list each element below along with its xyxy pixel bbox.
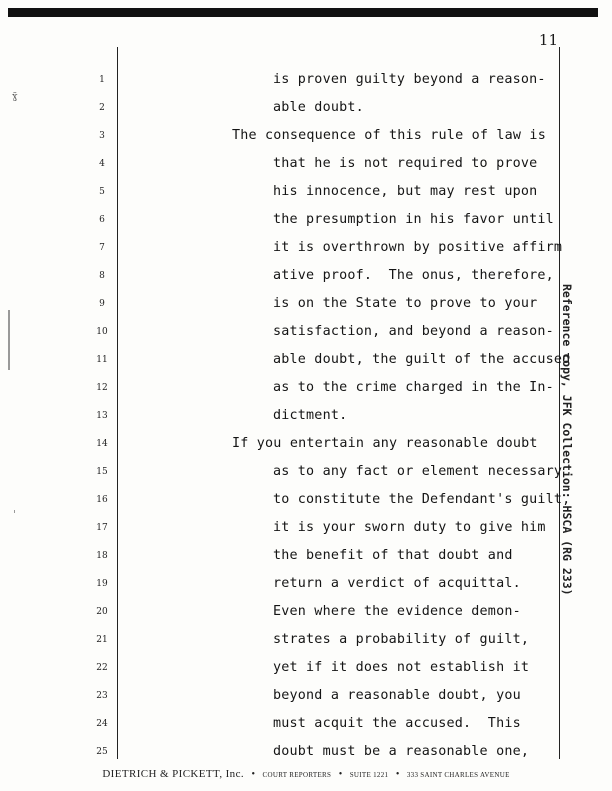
- top-border-bar: [8, 8, 598, 17]
- line-number: 15: [96, 467, 108, 477]
- transcript-line: Even where the evidence demon-: [273, 604, 521, 619]
- transcript-line: is on the State to prove to your: [273, 296, 538, 311]
- transcript-line: as to the crime charged in the In-: [273, 380, 554, 395]
- transcript-line: that he is not required to prove: [273, 156, 538, 171]
- transcript-line: strates a probability of guilt,: [273, 632, 530, 647]
- transcript-line: satisfaction, and beyond a reason-: [273, 324, 554, 339]
- footer-firm: DIETRICH & PICKETT, Inc.: [102, 768, 245, 780]
- line-number: 19: [96, 579, 108, 589]
- line-number: 21: [96, 635, 108, 645]
- line-number: 5: [99, 187, 105, 197]
- footer-reporters: COURT REPORTERS: [262, 771, 332, 779]
- footer-suite: SUITE 1221: [349, 771, 389, 779]
- transcript-line: able doubt, the guilt of the accused: [273, 352, 571, 367]
- transcript-frame: [117, 47, 563, 759]
- line-number: 10: [96, 327, 108, 337]
- line-number: 4: [99, 159, 105, 169]
- transcript-line: the benefit of that doubt and: [273, 548, 513, 563]
- transcript-line: ative proof. The onus, therefore,: [273, 268, 554, 283]
- transcript-line: must acquit the accused. This: [273, 716, 521, 731]
- line-number: 9: [99, 299, 105, 309]
- line-number: 22: [96, 663, 108, 673]
- footer-address: 333 SAINT CHARLES AVENUE: [406, 771, 510, 779]
- line-number: 17: [96, 523, 108, 533]
- transcript-line: to constitute the Defendant's guilt,: [273, 492, 571, 507]
- line-number: 6: [99, 215, 105, 225]
- transcript-line: it is overthrown by positive affirm: [273, 240, 563, 255]
- transcript-line: beyond a reasonable doubt, you: [273, 688, 521, 703]
- line-number: 3: [99, 131, 105, 141]
- transcript-line: yet if it does not establish it: [273, 660, 530, 675]
- line-number: 24: [96, 719, 108, 729]
- line-number: 11: [96, 355, 108, 365]
- transcript-line: as to any fact or element necessary: [273, 464, 563, 479]
- footer-separator: •: [338, 769, 343, 780]
- transcript-line: The consequence of this rule of law is: [232, 128, 546, 143]
- page-footer: [0, 768, 612, 780]
- line-number: 20: [96, 607, 108, 617]
- transcript-line: doubt must be a reasonable one,: [273, 744, 530, 759]
- line-number: 23: [96, 691, 108, 701]
- margin-scribble: ɣ̃: [12, 92, 18, 102]
- transcript-line: If you entertain any reasonable doubt: [232, 436, 538, 451]
- line-number: 25: [96, 747, 108, 757]
- line-number: 18: [96, 551, 108, 561]
- line-number: 14: [96, 439, 108, 449]
- transcript-line: return a verdict of acquittal.: [273, 576, 521, 591]
- page-number: 11: [538, 31, 558, 49]
- transcript-line: it is your sworn duty to give him: [273, 520, 546, 535]
- line-number: 7: [99, 243, 105, 253]
- footer-separator: •: [251, 769, 256, 780]
- transcript-line: able doubt.: [273, 100, 364, 115]
- margin-mark: [8, 310, 10, 370]
- line-number: 12: [96, 383, 108, 393]
- transcript-line: dictment.: [273, 408, 348, 423]
- transcript-line: the presumption in his favor until: [273, 212, 554, 227]
- archive-reference-stamp: Reference copy, JFK Collection: HSCA (RG 233): [560, 284, 574, 596]
- line-number: 1: [99, 75, 105, 85]
- transcript-line: is proven guilty beyond a reason-: [273, 72, 546, 87]
- line-number: 13: [96, 411, 108, 421]
- footer-separator: •: [395, 769, 400, 780]
- transcript-line: his innocence, but may rest upon: [273, 184, 538, 199]
- margin-mark: [14, 510, 15, 513]
- line-number: 16: [96, 495, 108, 505]
- line-number: 8: [99, 271, 105, 281]
- line-number: 2: [99, 103, 105, 113]
